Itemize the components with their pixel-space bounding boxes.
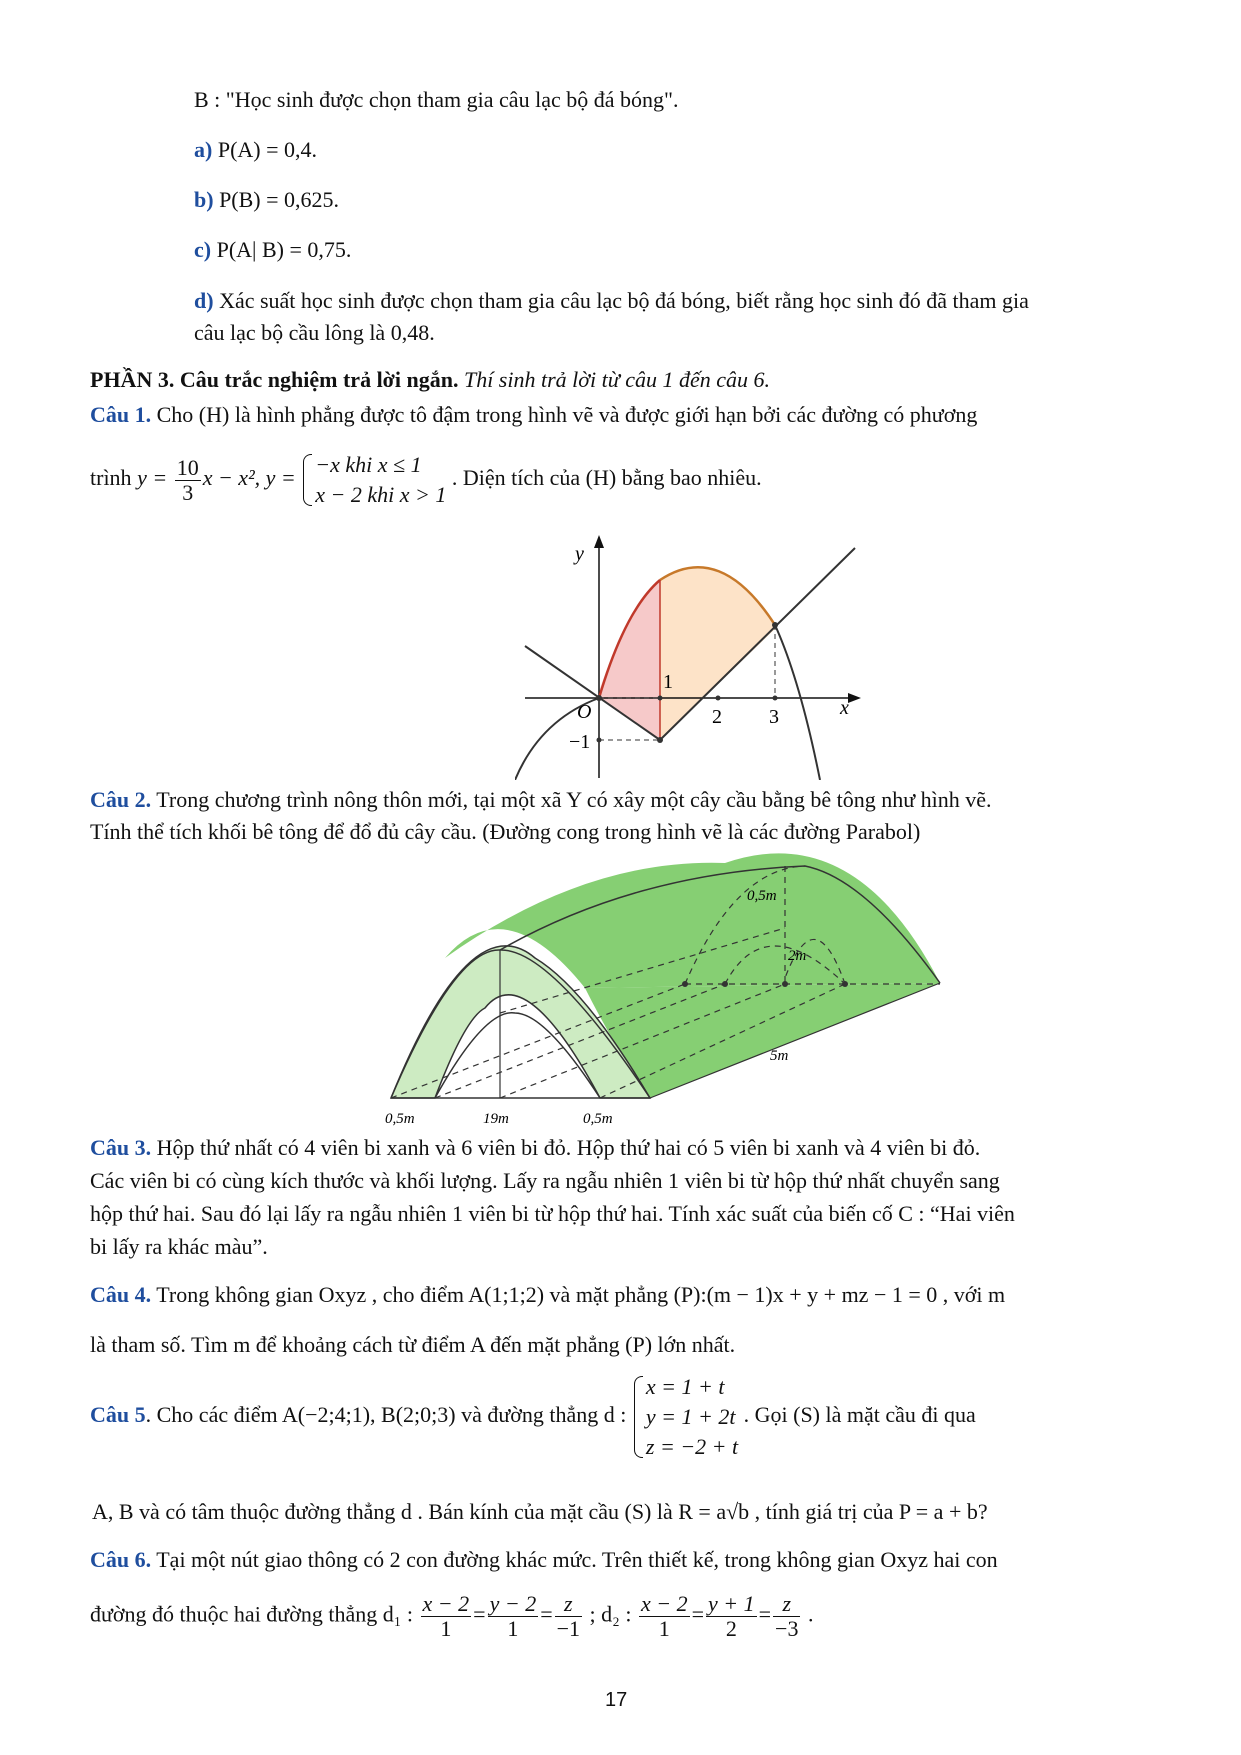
q3-line4: bi lấy ra khác màu”. <box>90 1234 268 1259</box>
label-05m-left: 0,5m <box>385 1111 415 1127</box>
q2-line2: Tính thể tích khối bê tông để đổ đủ cây cầu. (Đường cong trong hình vẽ là các đường Parabol) <box>90 819 921 844</box>
q1-piecewise: −x khi x ≤ 1 x − 2 khi x > 1 <box>301 450 446 510</box>
section-title: PHẦN 3. Câu trắc nghiệm trả lời ngắn. Thí sinh trả lời từ câu 1 đến câu 6. <box>90 367 771 392</box>
q1-graph <box>515 530 865 780</box>
page-number: 17 <box>605 1689 628 1711</box>
q6-line1: Câu 6. Tại một nút giao thông có 2 con đường khác mức. Trên thiết kế, trong không gian Oxyz hai con <box>90 1547 998 1572</box>
x-label: x <box>840 697 849 719</box>
q2-line1: Câu 2. Trong chương trình nông thôn mới, tại một xã Y có xây một cây cầu bằng bê tông như hình vẽ. <box>90 787 992 812</box>
q4-line1: Câu 4. Trong không gian Oxyz , cho điểm A(1;1;2) và mặt phẳng (P):(m − 1)x + y + mz − 1 = 0 , với m <box>90 1282 1006 1307</box>
q5-line2: A, B và có tâm thuộc đường thẳng d . Bán kính của mặt cầu (S) là R = a√b , tính giá trị của P = a + b? <box>92 1499 988 1524</box>
q3-line2: Các viên bi có cùng kích thước và khối lượng. Lấy ra ngẫu nhiên 1 viên bi từ hộp thứ nhất chuyển sang <box>90 1168 1000 1193</box>
q2-bridge-figure <box>385 848 945 1128</box>
q1-fraction: $\frac{10}{3}$ <box>176 454 199 505</box>
tick-neg1-label: −1 <box>569 731 591 753</box>
tick-3-label: 3 <box>769 706 779 728</box>
option-d: d) Xác suất học sinh được chọn tham gia câu lạc bộ đá bóng, biết rằng học sinh đó đã tham gia <box>194 288 1029 313</box>
y-label: y <box>575 543 584 565</box>
option-d-cont: câu lạc bộ cầu lông là 0,48. <box>194 320 435 345</box>
label-19m: 19m <box>483 1111 509 1127</box>
option-c: c) P(A| B) = 0,75. <box>194 237 352 262</box>
q1-line2: trình y = $\frac{10}{3}$ x − x², y = −x khi x ≤ 1 x − 2 khi x > 1 . Diện tích của (H) bằng bao nhiêu. <box>90 450 762 510</box>
q3-line1: Câu 3. Hộp thứ nhất có 4 viên bi xanh và 6 viên bi đỏ. Hộp thứ hai có 5 viên bi xanh và 4 viên bi đỏ. <box>90 1135 981 1160</box>
option-a: a) P(A) = 0,4. <box>194 137 318 162</box>
option-b: b) P(B) = 0,625. <box>194 187 340 212</box>
q1-line1: Câu 1. Cho (H) là hình phẳng được tô đậm trong hình vẽ và được giới hạn bởi các đường có phương <box>90 402 978 427</box>
q3-line3: hộp thứ hai. Sau đó lại lấy ra ngẫu nhiên 1 viên bi từ hộp thứ hai. Tính xác suất của biến cố C : “Hai viên <box>90 1201 1015 1226</box>
q5-line1: Câu 5. Cho các điểm A(−2;4;1), B(2;0;3) và đường thẳng d : x = 1 + t y = 1 + 2t z = −2 + t . Gọi (S) là mặt cầu đi qua <box>90 1372 976 1462</box>
event-b-text: B : "Học sinh được chọn tham gia câu lạc bộ đá bóng". <box>194 87 679 112</box>
label-05m-top: 0,5m <box>747 888 777 904</box>
origin-label: O <box>577 701 592 723</box>
tick-2-label: 2 <box>712 706 722 728</box>
label-5m: 5m <box>770 1048 789 1064</box>
label-2m: 2m <box>788 948 807 964</box>
x-axis-arrow <box>848 693 861 703</box>
label-05m-right: 0,5m <box>583 1111 613 1127</box>
q6-line2: đường đó thuộc hai đường thẳng d₁ : $\frac{x - 2}{1}$ = $\frac{y - 2}{1}$ = $\frac{z}{-1}$ ; d₂ : $\frac{x - 2}{1}$ = $\frac{y + 1}{2}$ = $\frac{z}{-3}$ . <box>90 1591 814 1641</box>
point-origin <box>596 695 602 701</box>
q4-line2: là tham số. Tìm m để khoảng cách từ điểm A đến mặt phẳng (P) lớn nhất. <box>90 1332 736 1357</box>
tick-1-label: 1 <box>663 671 673 693</box>
q5-line-system: x = 1 + t y = 1 + 2t z = −2 + t <box>632 1372 738 1462</box>
y-axis-arrow <box>594 535 604 548</box>
